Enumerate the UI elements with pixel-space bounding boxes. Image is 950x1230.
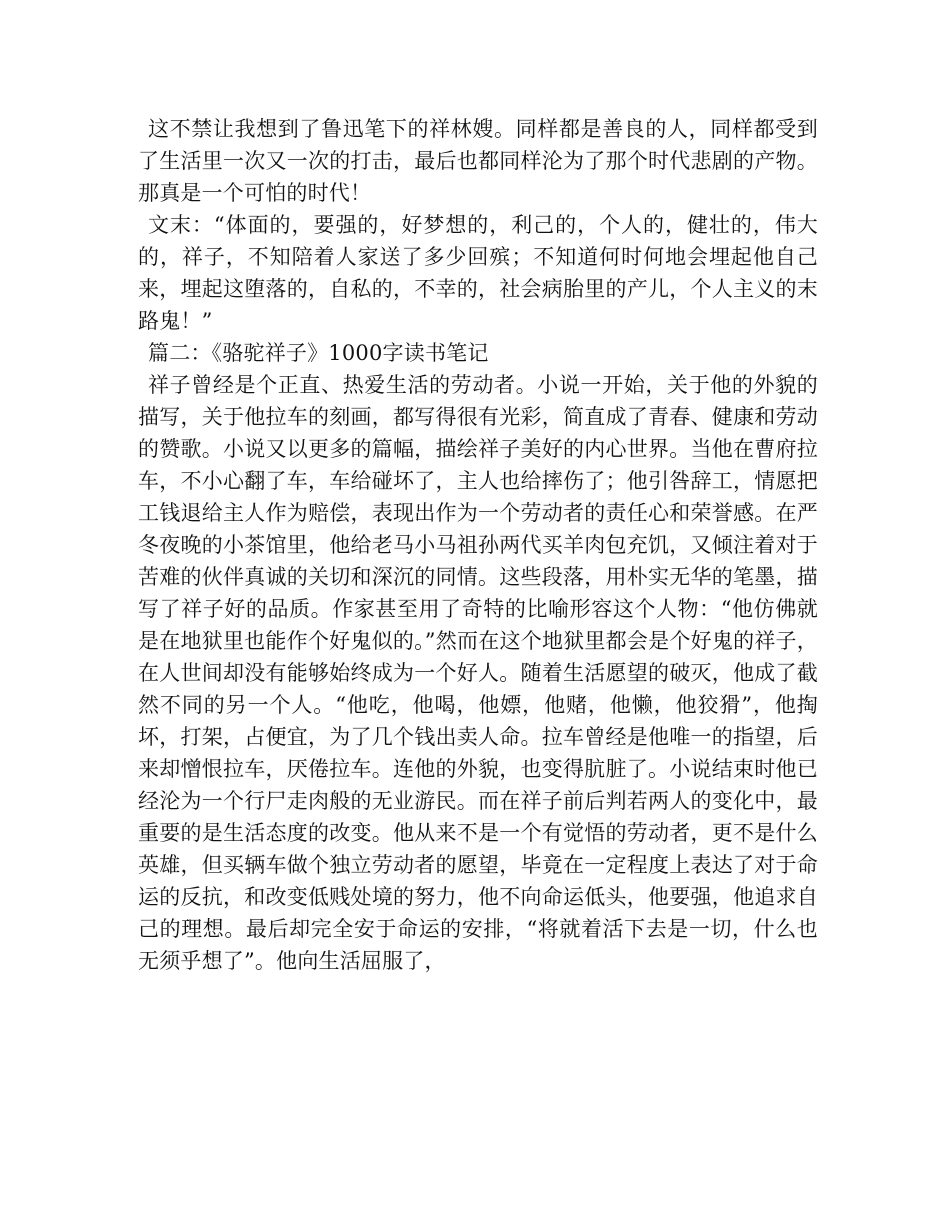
paragraph-body: 祥子曾经是个正直、热爱生活的劳动者。小说一开始，关于他的外貌的描写，关于他拉车的刻画，都写得很有光彩，简直成了青春、健康和劳动的赞歌。小说又以更多的篇幅，描绘祥子美好的内心世界。当他在曹府拉车，不小心翻了车，车给碰坏了，主人也给摔伤了；他引咎辞工，情愿把工钱退给主人作为赔偿，表现出作为一个劳动者的责任心和荣誉感。在严冬夜晚的小茶馆里，他给老马小马祖孙两代买羊肉包充饥，又倾注着对于苦难的伙伴真诚的关切和深沉的同情。这些段落，用朴实无华的笔墨，描写了祥子好的品质。作家甚至用了奇特的比喻形容这个人物：“他仿佛就是在地狱里也能作个好鬼似的。”然而在这个地狱里都会是个好鬼的祥子，在人世间却没有能够始终成为一个好人。随着生活愿望的破灭，他成了截然不同的另一个人。“他吃，他喝，他嫖，他赌，他懒，他狡猾”，他掏坏，打架，占便宜，为了几个钱出卖人命。拉车曾经是他唯一的指望，后来却憎恨拉车，厌倦拉车。连他的外貌，也变得肮脏了。小说结束时他已经沦为一个行尸走肉般的无业游民。而在祥子前后判若两人的变化中，最重要的是生活态度的改变。他从来不是一个有觉悟的劳动者，更不是什么英雄，但买辆车做个独立劳动者的愿望，毕竟在一定程度上表达了对于命运的反抗，和改变低贱处境的努力，他不向命运低头，他要强，他追求自己的理想。最后却完全安于命运的安排，“将就着活下去是一切，什么也无须乎想了”。他向生活屈服了，: [138, 373, 818, 973]
paragraph-ending-quote: 文末：“体面的，要强的，好梦想的，利己的，个人的，健壮的，伟大的，祥子，不知陪着人家送了多少回殡；不知道何时何地会埋起他自己来，埋起这堕落的，自私的，不幸的，社会病胎里的产儿，个人主义的末路鬼！”: [138, 213, 818, 333]
document-page: [138, 113, 818, 977]
paragraph-xianglinsao: 这不禁让我想到了鲁迅笔下的祥林嫂。同样都是善良的人，同样都受到了生活里一次又一次的打击，最后也都同样沦为了那个时代悲剧的产物。那真是一个可怕的时代！: [138, 117, 818, 205]
section-heading: 篇二：《骆驼祥子》1000字读书笔记: [148, 341, 489, 365]
